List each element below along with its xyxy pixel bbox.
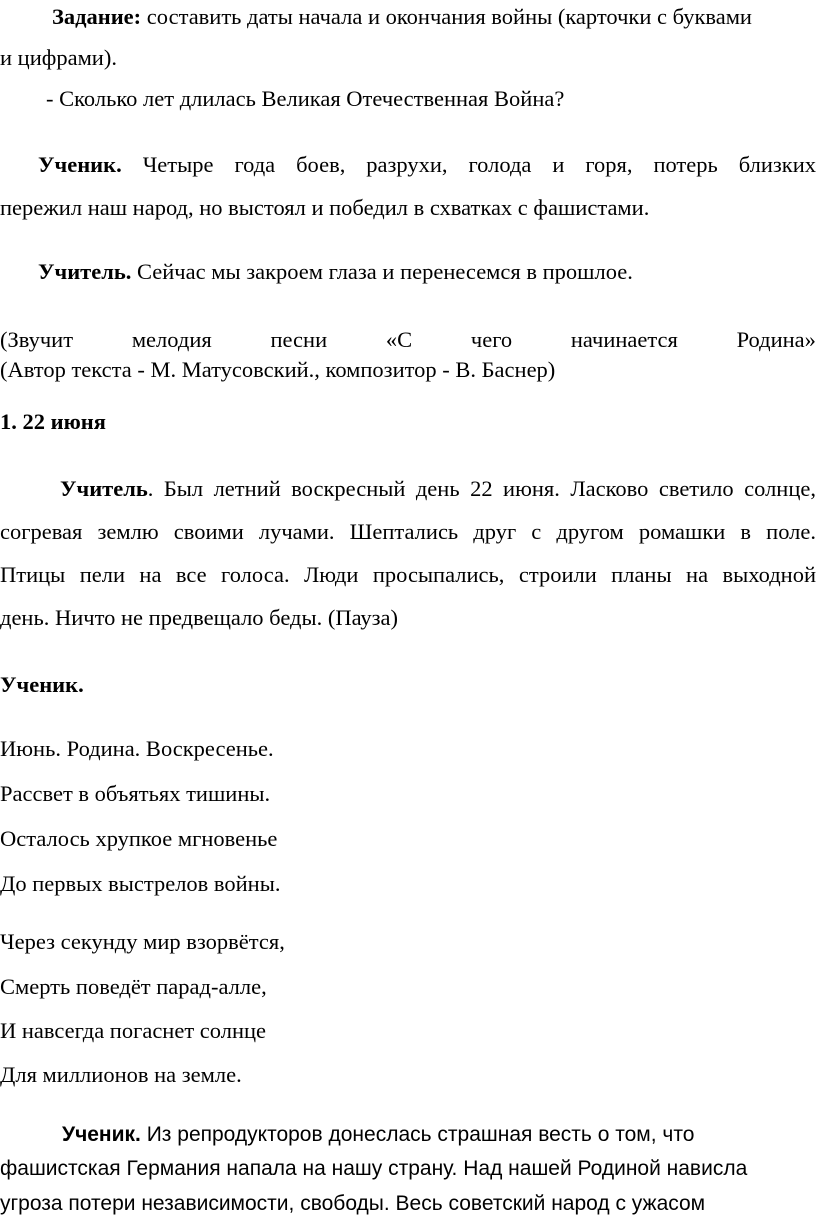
teacher-label: Учитель bbox=[60, 476, 148, 501]
music-note-word: мелодия bbox=[131, 327, 212, 352]
music-note-line-2: (Автор текста - М. Матусовский., композитор - В. Баснер) bbox=[0, 357, 556, 382]
teacher-2-text-1: . Был летний воскресный день 22 июня. Ласково светило солнце, bbox=[147, 476, 816, 501]
teacher-label: Учитель. bbox=[38, 259, 132, 284]
task-text-1: составить даты начала и окончания войны (карточки с буквами bbox=[141, 4, 752, 29]
music-note-word: «С bbox=[385, 327, 413, 352]
student-answer-3-text-3: угроза потери независимости, свободы. Весь советский народ с ужасом bbox=[0, 1192, 706, 1215]
teacher-1-text: Сейчас мы закроем глаза и перенесемся в прошлое. bbox=[131, 259, 633, 284]
student-answer-1-text-2: пережил наш народ, но выстоял и победил в схватках с фашистами. bbox=[0, 195, 650, 220]
music-note-word: Родина» bbox=[736, 327, 816, 352]
student-label: Ученик. bbox=[38, 152, 122, 177]
music-note-word: начинается bbox=[570, 327, 678, 352]
student-answer-3-line-1 bbox=[62, 1124, 816, 1145]
student-answer-3-text-2: фашистская Германия напала на нашу страну. Над нашей Родиной нависла bbox=[0, 1157, 748, 1180]
task-line-1 bbox=[52, 6, 816, 29]
poem-line: Через секунду мир взорвётся, bbox=[0, 929, 285, 954]
student-label: Ученик. bbox=[62, 1123, 141, 1146]
task-question: - Сколько лет длилась Великая Отечественная Война? bbox=[46, 86, 565, 111]
music-note-word: (Звучит bbox=[0, 327, 74, 352]
poem-line: Смерть поведёт парад-алле, bbox=[0, 974, 267, 999]
student-answer-3-text-1: Из репродукторов донеслась страшная весть о том, что bbox=[140, 1123, 695, 1146]
section-heading: 1. 22 июня bbox=[0, 409, 106, 434]
student-answer-1-line-1 bbox=[38, 154, 816, 177]
teacher-2-line-1 bbox=[60, 478, 816, 501]
poem-line: Июнь. Родина. Воскресенье. bbox=[0, 736, 274, 761]
teacher-2-text-3: Птицы пели на все голоса. Люди просыпались, строили планы на выходной bbox=[0, 562, 816, 587]
teacher-1-line bbox=[38, 261, 816, 284]
poem-line: И навсегда погаснет солнце bbox=[0, 1018, 267, 1043]
student-label-2: Ученик. bbox=[0, 672, 84, 697]
music-note-word: чего bbox=[470, 327, 513, 352]
teacher-2-text-4: день. Ничто не предвещало беды. (Пауза) bbox=[0, 605, 399, 630]
poem-line: Осталось хрупкое мгновенье bbox=[0, 826, 278, 851]
poem-line: Рассвет в объятьях тишины. bbox=[0, 781, 271, 806]
poem-line: Для миллионов на земле. bbox=[0, 1062, 242, 1087]
music-note-word: песни bbox=[270, 327, 328, 352]
task-label: Задание: bbox=[52, 4, 142, 29]
student-answer-1-text-1: Четыре года боев, разрухи, голода и горя, потерь близких bbox=[142, 152, 816, 177]
music-note-line-1 bbox=[0, 329, 816, 352]
poem-line: До первых выстрелов войны. bbox=[0, 871, 281, 896]
teacher-2-text-2: согревая землю своими лучами. Шептались друг с другом ромашки в поле. bbox=[0, 519, 816, 544]
task-text-2: и цифрами). bbox=[0, 45, 117, 70]
